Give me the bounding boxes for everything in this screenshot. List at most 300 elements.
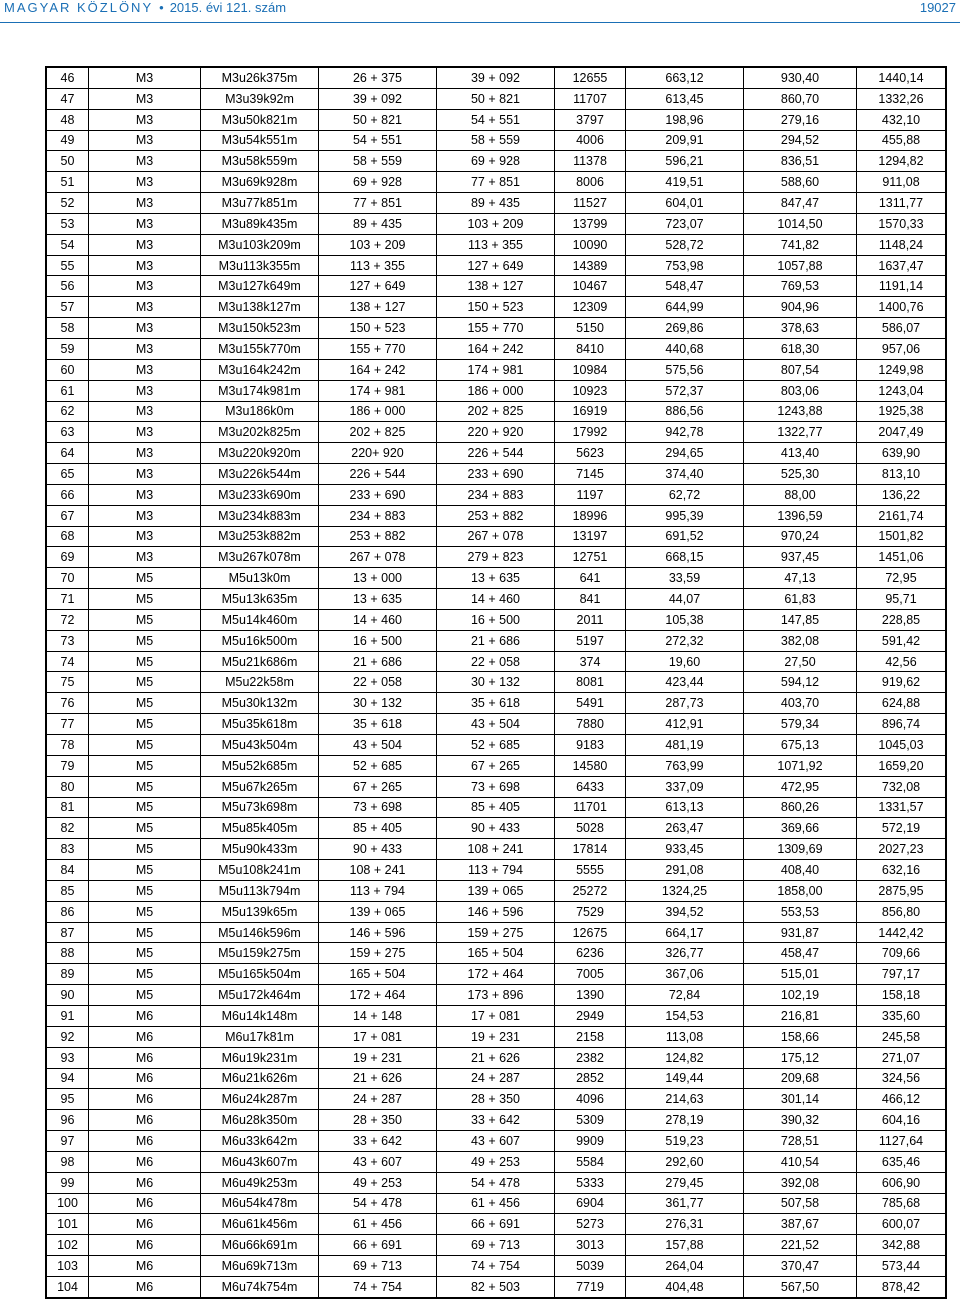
cell-road: M5 <box>89 880 201 901</box>
cell-length: 8410 <box>555 338 626 359</box>
cell-value1: 294,65 <box>626 443 744 464</box>
cell-to: 138 + 127 <box>437 276 555 297</box>
cell-value1: 596,21 <box>626 151 744 172</box>
cell-no: 93 <box>46 1047 89 1068</box>
table-row <box>46 630 946 651</box>
cell-length: 7529 <box>555 901 626 922</box>
cell-to: 220 + 920 <box>437 422 555 443</box>
cell-length: 14389 <box>555 255 626 276</box>
cell-length: 2852 <box>555 1068 626 1089</box>
cell-value2: 553,53 <box>744 901 857 922</box>
cell-value1: 404,48 <box>626 1276 744 1297</box>
cell-length: 2011 <box>555 609 626 630</box>
table-row <box>46 338 946 359</box>
cell-length: 12309 <box>555 297 626 318</box>
cell-road: M6 <box>89 1110 201 1131</box>
cell-length: 841 <box>555 589 626 610</box>
cell-no: 73 <box>46 630 89 651</box>
cell-length: 16919 <box>555 401 626 422</box>
cell-length: 1390 <box>555 985 626 1006</box>
cell-road: M3 <box>89 109 201 130</box>
cell-road: M5 <box>89 568 201 589</box>
cell-section: M6u28k350m <box>201 1110 319 1131</box>
cell-value3: 732,08 <box>857 776 947 797</box>
cell-value2: 301,14 <box>744 1089 857 1110</box>
cell-to: 155 + 770 <box>437 318 555 339</box>
cell-value1: 572,37 <box>626 380 744 401</box>
cell-length: 7880 <box>555 714 626 735</box>
cell-value1: 440,68 <box>626 338 744 359</box>
cell-value3: 1501,82 <box>857 526 947 547</box>
cell-road: M5 <box>89 589 201 610</box>
cell-value2: 675,13 <box>744 735 857 756</box>
cell-from: 39 + 092 <box>319 88 437 109</box>
cell-section: M5u172k464m <box>201 985 319 1006</box>
cell-to: 139 + 065 <box>437 880 555 901</box>
cell-length: 5333 <box>555 1172 626 1193</box>
cell-section: M6u66k691m <box>201 1235 319 1256</box>
cell-section: M5u35k618m <box>201 714 319 735</box>
cell-value3: 1191,14 <box>857 276 947 297</box>
table-row <box>46 234 946 255</box>
cell-value2: 588,60 <box>744 172 857 193</box>
cell-section: M6u33k642m <box>201 1131 319 1152</box>
cell-value1: 374,40 <box>626 464 744 485</box>
cell-road: M5 <box>89 839 201 860</box>
cell-road: M3 <box>89 526 201 547</box>
cell-road: M6 <box>89 1005 201 1026</box>
cell-to: 90 + 433 <box>437 818 555 839</box>
cell-value2: 382,08 <box>744 630 857 651</box>
cell-value2: 904,96 <box>744 297 857 318</box>
cell-value1: 62,72 <box>626 484 744 505</box>
cell-value1: 209,91 <box>626 130 744 151</box>
cell-to: 69 + 928 <box>437 151 555 172</box>
cell-to: 21 + 626 <box>437 1047 555 1068</box>
cell-value1: 644,99 <box>626 297 744 318</box>
cell-value1: 668,15 <box>626 547 744 568</box>
cell-road: M5 <box>89 860 201 881</box>
cell-road: M3 <box>89 443 201 464</box>
table-row <box>46 568 946 589</box>
cell-from: 146 + 596 <box>319 922 437 943</box>
cell-to: 113 + 794 <box>437 860 555 881</box>
cell-value2: 931,87 <box>744 922 857 943</box>
cell-value1: 394,52 <box>626 901 744 922</box>
table-row <box>46 1089 946 1110</box>
cell-to: 233 + 690 <box>437 464 555 485</box>
cell-value3: 896,74 <box>857 714 947 735</box>
cell-from: 52 + 685 <box>319 755 437 776</box>
cell-section: M3u89k435m <box>201 213 319 234</box>
cell-section: M3u77k851m <box>201 193 319 214</box>
cell-road: M6 <box>89 1151 201 1172</box>
cell-to: 165 + 504 <box>437 943 555 964</box>
cell-from: 19 + 231 <box>319 1047 437 1068</box>
cell-from: 14 + 460 <box>319 609 437 630</box>
cell-to: 113 + 355 <box>437 234 555 255</box>
cell-length: 4006 <box>555 130 626 151</box>
cell-length: 2949 <box>555 1005 626 1026</box>
cell-from: 155 + 770 <box>319 338 437 359</box>
cell-from: 54 + 478 <box>319 1193 437 1214</box>
cell-length: 7719 <box>555 1276 626 1297</box>
table-row <box>46 318 946 339</box>
cell-length: 8006 <box>555 172 626 193</box>
cell-road: M5 <box>89 964 201 985</box>
cell-value2: 472,95 <box>744 776 857 797</box>
cell-from: 77 + 851 <box>319 193 437 214</box>
cell-value3: 957,06 <box>857 338 947 359</box>
cell-from: 24 + 287 <box>319 1089 437 1110</box>
cell-to: 49 + 253 <box>437 1151 555 1172</box>
cell-value3: 1637,47 <box>857 255 947 276</box>
cell-length: 11701 <box>555 797 626 818</box>
cell-road: M6 <box>89 1068 201 1089</box>
cell-value2: 378,63 <box>744 318 857 339</box>
cell-road: M6 <box>89 1256 201 1277</box>
table-row <box>46 735 946 756</box>
cell-section: M6u21k626m <box>201 1068 319 1089</box>
cell-no: 65 <box>46 464 89 485</box>
cell-no: 66 <box>46 484 89 505</box>
cell-value1: 291,08 <box>626 860 744 881</box>
cell-no: 86 <box>46 901 89 922</box>
cell-value1: 995,39 <box>626 505 744 526</box>
cell-from: 58 + 559 <box>319 151 437 172</box>
cell-section: M3u26k375m <box>201 67 319 88</box>
cell-road: M6 <box>89 1214 201 1235</box>
cell-to: 69 + 713 <box>437 1235 555 1256</box>
cell-from: 113 + 794 <box>319 880 437 901</box>
cell-section: M6u19k231m <box>201 1047 319 1068</box>
cell-section: M5u30k132m <box>201 693 319 714</box>
cell-length: 5623 <box>555 443 626 464</box>
cell-section: M5u67k265m <box>201 776 319 797</box>
cell-from: 89 + 435 <box>319 213 437 234</box>
cell-no: 95 <box>46 1089 89 1110</box>
cell-no: 49 <box>46 130 89 151</box>
cell-value2: 937,45 <box>744 547 857 568</box>
cell-from: 35 + 618 <box>319 714 437 735</box>
cell-value3: 1331,57 <box>857 797 947 818</box>
cell-from: 26 + 375 <box>319 67 437 88</box>
cell-road: M3 <box>89 297 201 318</box>
table-row <box>46 901 946 922</box>
cell-value2: 1057,88 <box>744 255 857 276</box>
cell-to: 58 + 559 <box>437 130 555 151</box>
cell-no: 102 <box>46 1235 89 1256</box>
cell-value2: 369,66 <box>744 818 857 839</box>
cell-value1: 886,56 <box>626 401 744 422</box>
cell-value3: 709,66 <box>857 943 947 964</box>
cell-section: M3u39k92m <box>201 88 319 109</box>
cell-length: 6433 <box>555 776 626 797</box>
cell-from: 67 + 265 <box>319 776 437 797</box>
cell-road: M3 <box>89 359 201 380</box>
cell-length: 5039 <box>555 1256 626 1277</box>
cell-value2: 294,52 <box>744 130 857 151</box>
cell-value1: 519,23 <box>626 1131 744 1152</box>
cell-value3: 919,62 <box>857 672 947 693</box>
cell-road: M6 <box>89 1172 201 1193</box>
cell-to: 67 + 265 <box>437 755 555 776</box>
cell-road: M5 <box>89 714 201 735</box>
cell-value2: 860,26 <box>744 797 857 818</box>
cell-value2: 803,06 <box>744 380 857 401</box>
cell-section: M5u73k698m <box>201 797 319 818</box>
cell-value2: 515,01 <box>744 964 857 985</box>
cell-to: 164 + 242 <box>437 338 555 359</box>
cell-value3: 813,10 <box>857 464 947 485</box>
cell-to: 54 + 478 <box>437 1172 555 1193</box>
cell-section: M3u267k078m <box>201 547 319 568</box>
cell-from: 139 + 065 <box>319 901 437 922</box>
cell-value2: 408,40 <box>744 860 857 881</box>
cell-length: 11707 <box>555 88 626 109</box>
table-row <box>46 276 946 297</box>
cell-length: 6904 <box>555 1193 626 1214</box>
cell-section: M3u186k0m <box>201 401 319 422</box>
cell-section: M5u52k685m <box>201 755 319 776</box>
cell-value1: 263,47 <box>626 818 744 839</box>
cell-length: 3013 <box>555 1235 626 1256</box>
cell-length: 11378 <box>555 151 626 172</box>
cell-length: 10984 <box>555 359 626 380</box>
cell-value3: 604,16 <box>857 1110 947 1131</box>
cell-section: M5u22k58m <box>201 672 319 693</box>
page-header <box>0 0 960 22</box>
cell-to: 28 + 350 <box>437 1089 555 1110</box>
cell-no: 91 <box>46 1005 89 1026</box>
cell-to: 108 + 241 <box>437 839 555 860</box>
cell-value1: 326,77 <box>626 943 744 964</box>
cell-road: M3 <box>89 484 201 505</box>
cell-value1: 269,86 <box>626 318 744 339</box>
journal-title: MAGYAR KÖZLÖNY <box>4 0 154 15</box>
cell-no: 61 <box>46 380 89 401</box>
cell-from: 108 + 241 <box>319 860 437 881</box>
cell-no: 51 <box>46 172 89 193</box>
table-row <box>46 484 946 505</box>
cell-from: 174 + 981 <box>319 380 437 401</box>
cell-value3: 1332,26 <box>857 88 947 109</box>
cell-value1: 423,44 <box>626 672 744 693</box>
cell-from: 43 + 607 <box>319 1151 437 1172</box>
cell-section: M5u85k405m <box>201 818 319 839</box>
cell-section: M3u155k770m <box>201 338 319 359</box>
cell-section: M3u226k544m <box>201 464 319 485</box>
cell-section: M5u108k241m <box>201 860 319 881</box>
cell-to: 21 + 686 <box>437 630 555 651</box>
cell-section: M3u202k825m <box>201 422 319 443</box>
cell-value2: 594,12 <box>744 672 857 693</box>
cell-value1: 604,01 <box>626 193 744 214</box>
cell-no: 103 <box>46 1256 89 1277</box>
cell-section: M6u17k81m <box>201 1026 319 1047</box>
cell-value3: 586,07 <box>857 318 947 339</box>
cell-length: 5584 <box>555 1151 626 1172</box>
cell-length: 5197 <box>555 630 626 651</box>
cell-from: 61 + 456 <box>319 1214 437 1235</box>
cell-no: 99 <box>46 1172 89 1193</box>
cell-length: 9909 <box>555 1131 626 1152</box>
cell-length: 11527 <box>555 193 626 214</box>
cell-no: 75 <box>46 672 89 693</box>
cell-value1: 198,96 <box>626 109 744 130</box>
cell-value3: 455,88 <box>857 130 947 151</box>
table-row <box>46 1068 946 1089</box>
cell-road: M5 <box>89 693 201 714</box>
cell-no: 64 <box>46 443 89 464</box>
cell-to: 267 + 078 <box>437 526 555 547</box>
cell-from: 233 + 690 <box>319 484 437 505</box>
cell-from: 150 + 523 <box>319 318 437 339</box>
cell-road: M3 <box>89 193 201 214</box>
table-row <box>46 109 946 130</box>
cell-section: M3u234k883m <box>201 505 319 526</box>
cell-section: M5u13k635m <box>201 589 319 610</box>
table-row <box>46 297 946 318</box>
cell-road: M3 <box>89 338 201 359</box>
cell-value2: 769,53 <box>744 276 857 297</box>
cell-no: 96 <box>46 1110 89 1131</box>
table-row <box>46 797 946 818</box>
cell-no: 56 <box>46 276 89 297</box>
cell-length: 5273 <box>555 1214 626 1235</box>
cell-value3: 1243,04 <box>857 380 947 401</box>
cell-no: 57 <box>46 297 89 318</box>
cell-length: 12675 <box>555 922 626 943</box>
cell-length: 10467 <box>555 276 626 297</box>
cell-to: 85 + 405 <box>437 797 555 818</box>
cell-road: M3 <box>89 172 201 193</box>
table-row <box>46 943 946 964</box>
cell-to: 82 + 503 <box>437 1276 555 1297</box>
cell-from: 73 + 698 <box>319 797 437 818</box>
table-row <box>46 380 946 401</box>
issue-label: 2015. évi 121. szám <box>169 0 287 15</box>
cell-no: 50 <box>46 151 89 172</box>
cell-value1: 44,07 <box>626 589 744 610</box>
cell-value1: 113,08 <box>626 1026 744 1047</box>
cell-value1: 548,47 <box>626 276 744 297</box>
cell-to: 186 + 000 <box>437 380 555 401</box>
cell-value2: 175,12 <box>744 1047 857 1068</box>
table-row <box>46 1047 946 1068</box>
cell-length: 7005 <box>555 964 626 985</box>
cell-section: M3u103k209m <box>201 234 319 255</box>
cell-to: 146 + 596 <box>437 901 555 922</box>
cell-to: 24 + 287 <box>437 1068 555 1089</box>
cell-value2: 567,50 <box>744 1276 857 1297</box>
table-row <box>46 714 946 735</box>
cell-value3: 1127,64 <box>857 1131 947 1152</box>
cell-to: 73 + 698 <box>437 776 555 797</box>
cell-value2: 579,34 <box>744 714 857 735</box>
table-row <box>46 964 946 985</box>
cell-section: M5u113k794m <box>201 880 319 901</box>
cell-value3: 911,08 <box>857 172 947 193</box>
cell-value3: 271,07 <box>857 1047 947 1068</box>
table-row <box>46 922 946 943</box>
cell-to: 253 + 882 <box>437 505 555 526</box>
cell-to: 127 + 649 <box>437 255 555 276</box>
table-row <box>46 1110 946 1131</box>
cell-value1: 691,52 <box>626 526 744 547</box>
cell-value3: 2027,23 <box>857 839 947 860</box>
cell-value1: 337,09 <box>626 776 744 797</box>
cell-to: 103 + 209 <box>437 213 555 234</box>
cell-from: 28 + 350 <box>319 1110 437 1131</box>
cell-length: 6236 <box>555 943 626 964</box>
cell-road: M3 <box>89 464 201 485</box>
cell-value3: 342,88 <box>857 1235 947 1256</box>
data-table <box>45 66 947 1299</box>
table-row <box>46 67 946 88</box>
cell-length: 13197 <box>555 526 626 547</box>
cell-road: M5 <box>89 776 201 797</box>
cell-length: 5309 <box>555 1110 626 1131</box>
cell-section: M6u43k607m <box>201 1151 319 1172</box>
cell-value3: 878,42 <box>857 1276 947 1297</box>
cell-value2: 1309,69 <box>744 839 857 860</box>
cell-value2: 1396,59 <box>744 505 857 526</box>
cell-no: 81 <box>46 797 89 818</box>
cell-to: 234 + 883 <box>437 484 555 505</box>
cell-section: M3u164k242m <box>201 359 319 380</box>
cell-to: 172 + 464 <box>437 964 555 985</box>
cell-length: 12655 <box>555 67 626 88</box>
cell-to: 13 + 635 <box>437 568 555 589</box>
cell-value1: 663,12 <box>626 67 744 88</box>
cell-no: 53 <box>46 213 89 234</box>
cell-from: 22 + 058 <box>319 672 437 693</box>
cell-no: 70 <box>46 568 89 589</box>
cell-from: 21 + 626 <box>319 1068 437 1089</box>
cell-no: 69 <box>46 547 89 568</box>
cell-value3: 136,22 <box>857 484 947 505</box>
cell-value2: 216,81 <box>744 1005 857 1026</box>
cell-from: 13 + 635 <box>319 589 437 610</box>
cell-road: M3 <box>89 318 201 339</box>
cell-section: M3u150k523m <box>201 318 319 339</box>
cell-road: M3 <box>89 422 201 443</box>
table-row <box>46 1235 946 1256</box>
cell-to: 35 + 618 <box>437 693 555 714</box>
cell-road: M3 <box>89 276 201 297</box>
table-row <box>46 213 946 234</box>
cell-from: 43 + 504 <box>319 735 437 756</box>
cell-value2: 47,13 <box>744 568 857 589</box>
cell-to: 43 + 607 <box>437 1131 555 1152</box>
cell-road: M5 <box>89 797 201 818</box>
cell-value1: 149,44 <box>626 1068 744 1089</box>
cell-value1: 481,19 <box>626 735 744 756</box>
cell-no: 67 <box>46 505 89 526</box>
cell-from: 54 + 551 <box>319 130 437 151</box>
cell-value2: 1858,00 <box>744 880 857 901</box>
cell-no: 62 <box>46 401 89 422</box>
cell-road: M5 <box>89 755 201 776</box>
cell-value1: 361,77 <box>626 1193 744 1214</box>
table-row <box>46 359 946 380</box>
cell-value3: 158,18 <box>857 985 947 1006</box>
cell-to: 50 + 821 <box>437 88 555 109</box>
cell-from: 66 + 691 <box>319 1235 437 1256</box>
cell-value2: 403,70 <box>744 693 857 714</box>
cell-value3: 245,58 <box>857 1026 947 1047</box>
